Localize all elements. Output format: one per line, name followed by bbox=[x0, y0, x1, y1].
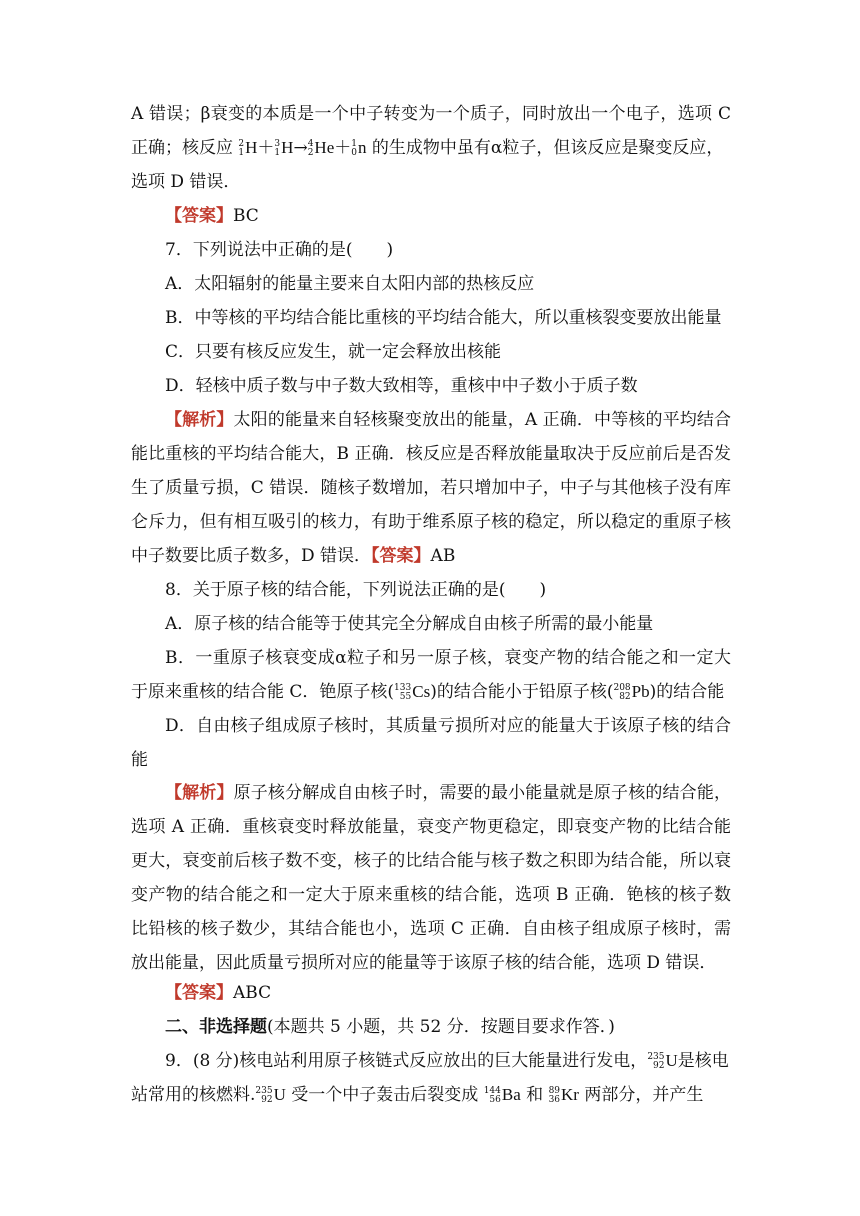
text-line: 生了质量亏损，C 错误．随核子数增加，若只增加中子，中子与其他核子没有库 bbox=[131, 478, 731, 498]
answer-text: ABC bbox=[233, 983, 272, 1003]
mass-number: 133 bbox=[394, 682, 412, 693]
explanation-tag: 【解析】 bbox=[165, 410, 234, 430]
text-segment: 两部分，并产生 bbox=[578, 1085, 704, 1105]
element-symbol: H bbox=[245, 138, 258, 157]
text-segment: 正确；核反应 bbox=[131, 138, 239, 158]
answer-tag: 【答案】 bbox=[371, 546, 431, 566]
option-d: D．自由核子组成原子核时，其质量亏损所对应的能量大于该原子核的结合 bbox=[165, 716, 731, 736]
text-line: 放出能量，因此质量亏损所对应的能量等于该原子核的结合能，选项 D 错误． bbox=[131, 953, 717, 973]
text-segment: )的结合能 bbox=[649, 682, 725, 702]
question-stem: 8．关于原子核的结合能，下列说法正确的是( ) bbox=[165, 580, 547, 600]
atomic-number: 55 bbox=[399, 691, 412, 702]
element-symbol: Cs bbox=[412, 682, 431, 701]
nuclide-neutron bbox=[351, 131, 366, 165]
q6-explanation-continued bbox=[131, 97, 731, 199]
text-segment: 受一个中子轰击后裂变成 bbox=[285, 1085, 484, 1105]
text-segment: 的生成物中虽有α粒子，但该反应是聚变反应， bbox=[366, 138, 724, 158]
question-8 bbox=[131, 573, 731, 777]
section-2-heading bbox=[131, 1010, 765, 1044]
text-segment: 站常用的核燃料. bbox=[131, 1085, 256, 1105]
element-symbol: He bbox=[314, 138, 335, 157]
text-line: 选项 A 正确．重核衰变时释放能量，衰变产物更稳定，即衰变产物的比结合能 bbox=[131, 817, 731, 837]
reaction-arrow: → bbox=[293, 138, 308, 158]
atomic-number: 36 bbox=[548, 1094, 561, 1105]
q8-explanation bbox=[131, 776, 731, 980]
explanation-tag: 【解析】 bbox=[165, 783, 234, 803]
plus-sign: ＋ bbox=[257, 138, 275, 158]
mass-number: 3 bbox=[274, 138, 281, 149]
mass-number: 235 bbox=[255, 1085, 273, 1096]
text-line: 能比重核的平均结合能大，B 正确．核反应是否释放能量取决于反应前后是否发 bbox=[131, 444, 731, 464]
option-d-cont: 能 bbox=[131, 750, 148, 770]
atomic-number: 1 bbox=[238, 147, 245, 158]
atomic-number: 82 bbox=[619, 691, 631, 702]
answer-tag: 【答案】 bbox=[165, 983, 233, 1003]
text-segment: 中子数要比质子数多，D 错误． bbox=[131, 546, 372, 566]
element-symbol: H bbox=[281, 138, 294, 157]
mass-number: 144 bbox=[483, 1085, 501, 1096]
element-symbol: n bbox=[357, 138, 367, 157]
atomic-number: 92 bbox=[261, 1094, 273, 1105]
text-segment: 和 bbox=[520, 1085, 549, 1105]
option-c: C．只要有核反应发生，就一定会释放出核能 bbox=[165, 342, 502, 362]
text-line bbox=[131, 403, 731, 437]
text-line: 变产物的结合能之和一定大于原来重核的结合能，选项 B 正确．铯核的核子数 bbox=[131, 885, 731, 905]
atomic-number: 0 bbox=[351, 147, 357, 158]
option-b: B．中等核的平均结合能比重核的平均结合能大，所以重核裂变要放出能量 bbox=[165, 308, 722, 328]
mass-number: 2 bbox=[238, 138, 245, 149]
question-7 bbox=[131, 233, 765, 403]
nuclide-h2 bbox=[238, 131, 257, 165]
section-note: (本题共 5 小题，共 52 分．按题目要求作答．) bbox=[267, 1017, 615, 1037]
answer-tag: 【答案】 bbox=[165, 206, 233, 226]
text-line: 比铅核的核子数少，其结合能也小，选项 C 正确．自由核子组成原子核时，需 bbox=[131, 919, 731, 939]
text-line: 更大，衰变前后核子数不变，核子的比结合能与核子数之积即为结合能，所以衰 bbox=[131, 851, 731, 871]
mass-number: 4 bbox=[307, 138, 314, 149]
nuclide-u235 bbox=[255, 1078, 285, 1112]
q8-answer bbox=[131, 976, 765, 1010]
element-symbol: Kr bbox=[561, 1085, 579, 1104]
text-segment: 是核电 bbox=[677, 1051, 729, 1071]
text-line bbox=[131, 1044, 731, 1078]
text-segment: 于原来重核的结合能 C．铯原子核( bbox=[131, 682, 395, 702]
nuclide-u235 bbox=[647, 1044, 677, 1078]
option-d: D．轻核中质子数与中子数大致相等，重核中中子数小于质子数 bbox=[165, 376, 638, 396]
text-line: 选项 D 错误． bbox=[131, 172, 241, 192]
mass-number: 235 bbox=[647, 1051, 665, 1062]
atomic-number: 92 bbox=[653, 1060, 665, 1071]
nuclide-h3 bbox=[274, 131, 293, 165]
element-symbol: U bbox=[273, 1085, 286, 1104]
option-b: B．一重原子核衰变成α粒子和另一原子核，衰变产物的结合能之和一定大 bbox=[165, 648, 731, 668]
nuclide-ba144 bbox=[484, 1078, 521, 1112]
q7-explanation bbox=[131, 403, 731, 573]
q6-answer bbox=[131, 199, 765, 233]
option-a: A．原子核的结合能等于使其完全分解成自由核子所需的最小能量 bbox=[165, 614, 654, 634]
text-line bbox=[131, 539, 731, 573]
text-line bbox=[131, 1078, 731, 1112]
nuclide-he4 bbox=[308, 131, 335, 165]
atomic-number: 56 bbox=[489, 1094, 501, 1105]
element-symbol: Pb bbox=[631, 682, 650, 701]
text-line: A 错误；β衰变的本质是一个中子转变为一个质子，同时放出一个电子，选项 C bbox=[131, 104, 731, 124]
question-stem: 7．下列说法中正确的是( ) bbox=[165, 240, 394, 260]
text-segment: 太阳的能量来自轻核聚变放出的能量，A 正确．中等核的平均结合 bbox=[233, 410, 731, 430]
option-b-c-line bbox=[131, 675, 731, 709]
section-title: 二、非选择题 bbox=[165, 1017, 267, 1037]
answer-text: AB bbox=[430, 546, 456, 566]
text-line bbox=[131, 776, 731, 810]
element-symbol: U bbox=[665, 1051, 678, 1070]
answer-text: BC bbox=[233, 206, 259, 226]
text-line: 仑斥力，但有相互吸引的核力，有助于维系原子核的稳定，所以稳定的重原子核 bbox=[131, 512, 731, 532]
atomic-number: 2 bbox=[307, 147, 314, 158]
plus-sign: ＋ bbox=[334, 138, 352, 158]
text-line-with-equation bbox=[131, 131, 731, 165]
question-9 bbox=[131, 1044, 731, 1112]
text-segment: 原子核分解成自由核子时，需要的最小能量就是原子核的结合能， bbox=[233, 783, 731, 803]
mass-number: 208 bbox=[613, 682, 631, 693]
mass-number: 89 bbox=[548, 1085, 561, 1096]
text-segment: )的结合能小于铅原子核( bbox=[430, 682, 614, 702]
nuclide-kr89 bbox=[549, 1078, 579, 1112]
element-symbol: Ba bbox=[501, 1085, 521, 1104]
nuclide-pb bbox=[613, 675, 649, 709]
option-a: A．太阳辐射的能量主要来自太阳内部的热核反应 bbox=[165, 274, 535, 294]
atomic-number: 1 bbox=[274, 147, 281, 158]
nuclide-cs bbox=[394, 675, 430, 709]
mass-number: 1 bbox=[351, 138, 357, 149]
text-segment: 9．(8 分)核电站利用原子核链式反应放出的巨大能量进行发电， bbox=[165, 1051, 648, 1071]
